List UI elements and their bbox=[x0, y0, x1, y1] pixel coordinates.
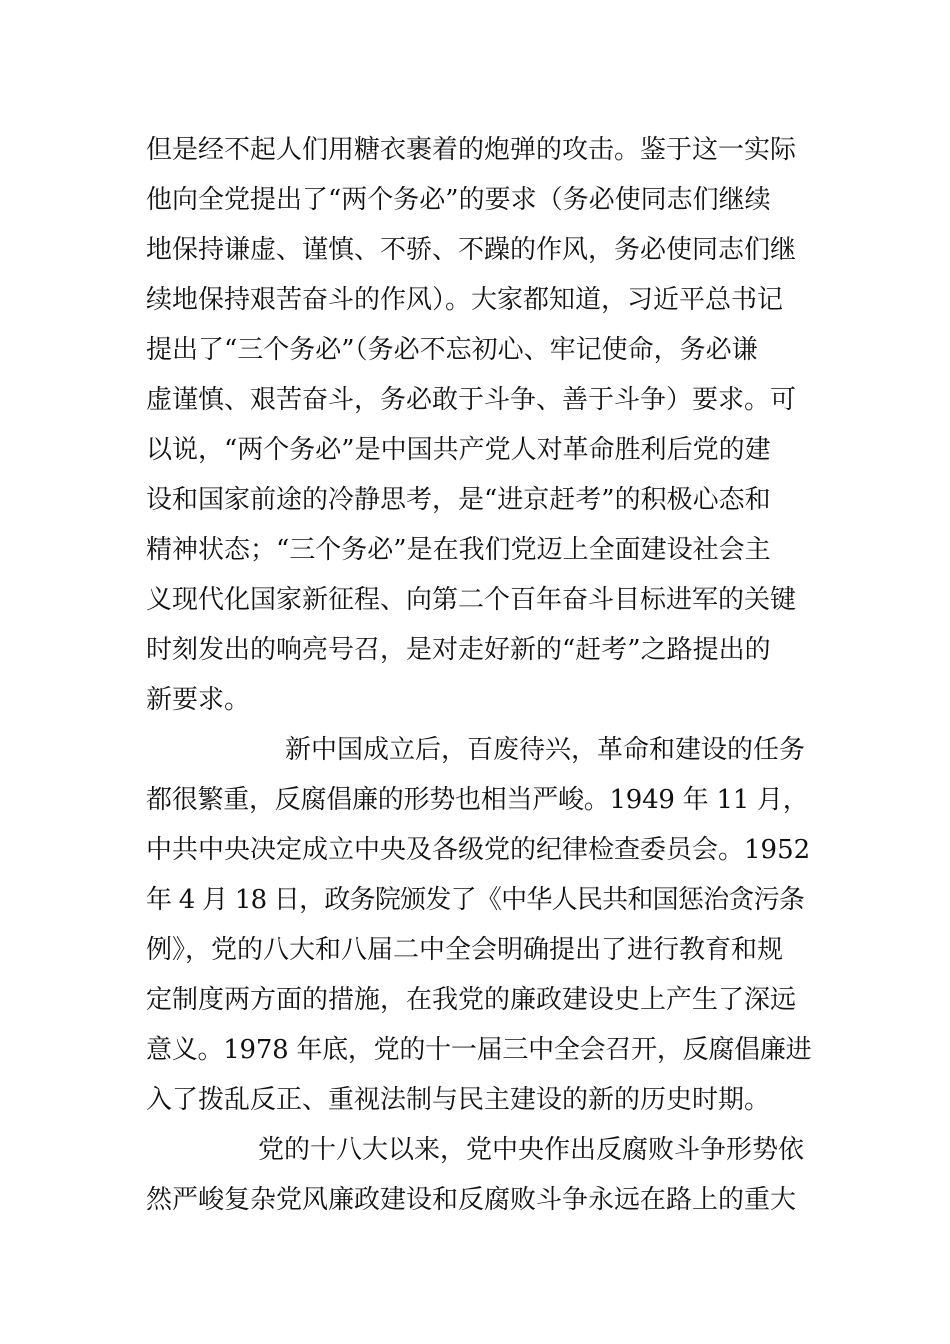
text-line: 提出了“三个务必”（务必不忘初心、牢记使命，务必谦 bbox=[146, 335, 758, 365]
text-line: 年 4 月 18 日，政务院颁发了《中华人民共和国惩治贪污条 bbox=[146, 885, 805, 915]
text-line: 续地保持艰苦奋斗的作风）。大家都知道，习近平总书记 bbox=[146, 285, 784, 315]
paragraph-1 bbox=[146, 125, 810, 725]
text-line: 都很繁重，反腐倡廉的形势也相当严峻。1949 年 11 月， bbox=[146, 785, 809, 815]
text-line: 设和国家前途的冷静思考，是“进京赶考”的积极心态和 bbox=[146, 485, 771, 515]
text-line: 以说，“两个务必”是中国共产党人对革命胜利后党的建 bbox=[146, 435, 771, 465]
text-line: 意义。1978 年底，党的十一届三中全会召开，反腐倡廉进 bbox=[146, 1035, 812, 1065]
text-line: 定制度两方面的措施，在我党的廉政建设史上产生了深远 bbox=[146, 985, 797, 1015]
text-line: 入了拨乱反正、重视法制与民主建设的新的历史时期。 bbox=[146, 1085, 771, 1115]
text-line: 例》，党的八大和八届二中全会明确提出了进行教育和规 bbox=[146, 935, 784, 965]
text-line: 然严峻复杂党风廉政建设和反腐败斗争永远在路上的重大 bbox=[146, 1185, 797, 1215]
text-line: 但是经不起人们用糖衣裹着的炮弹的攻击。鉴于这一实际 bbox=[146, 135, 797, 165]
text-line: 新要求。 bbox=[146, 685, 251, 715]
text-line: 党的十八大以来，党中央作出反腐败斗争形势依 bbox=[258, 1135, 805, 1165]
paragraph-3 bbox=[146, 1125, 810, 1225]
text-line: 精神状态；“三个务必”是在我们党迈上全面建设社会主 bbox=[146, 535, 771, 565]
text-line: 地保持谦虚、谨慎、不骄、不躁的作风，务必使同志们继 bbox=[146, 235, 797, 265]
paragraph-2 bbox=[146, 725, 810, 1125]
text-line: 他向全党提出了“两个务必”的要求（务必使同志们继续 bbox=[146, 185, 771, 215]
text-line: 义现代化国家新征程、向第二个百年奋斗目标进军的关键 bbox=[146, 585, 797, 615]
text-line: 时刻发出的响亮号召，是对走好新的“赶考”之路提出的 bbox=[146, 635, 771, 665]
document-body bbox=[146, 125, 810, 1225]
text-line: 虚谨慎、艰苦奋斗，务必敢于斗争、善于斗争）要求。可 bbox=[146, 385, 797, 415]
text-line: 新中国成立后，百废待兴，革命和建设的任务 bbox=[285, 735, 806, 765]
text-line: 中共中央决定成立中央及各级党的纪律检查委员会。1952 bbox=[146, 835, 811, 865]
